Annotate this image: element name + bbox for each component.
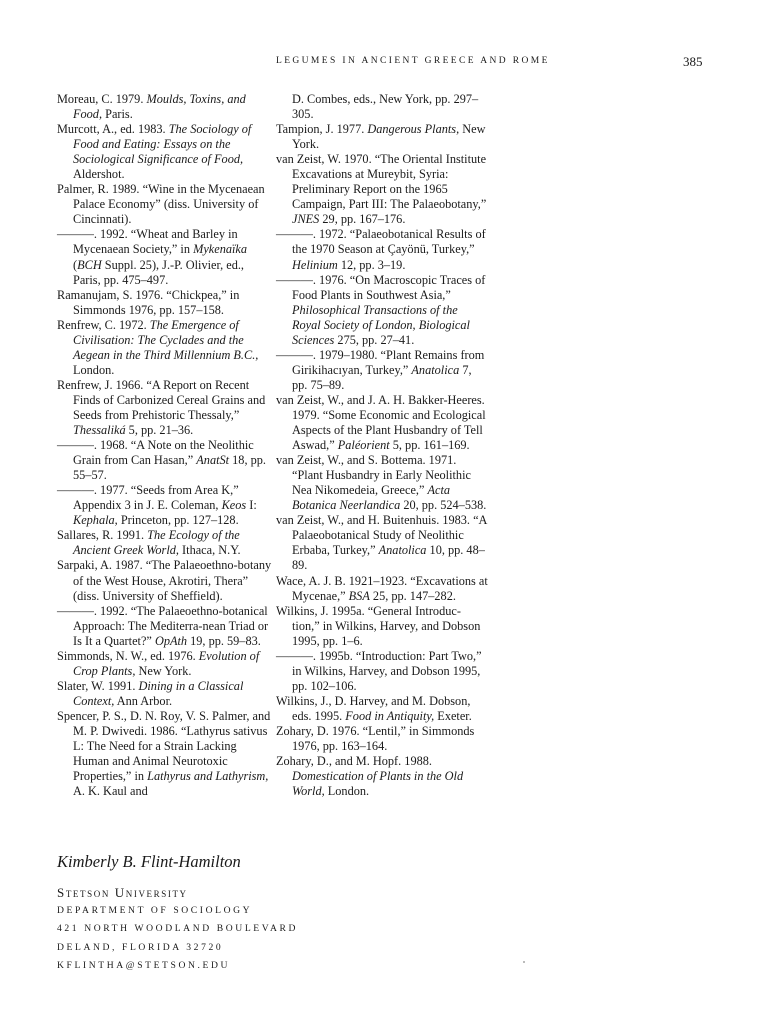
running-head: LEGUMES IN ANCIENT GREECE AND ROME: [276, 56, 550, 66]
page-number: 385: [683, 54, 703, 69]
entry-text: Suppl. 25), J.-P. Olivier, ed., Paris, pp. 475–497.: [73, 257, 245, 287]
entry-text: 5, pp. 161–169.: [389, 438, 470, 453]
entry-italic-text: Moulds, Toxins, and Food,: [73, 92, 246, 122]
entry-text: Wilkins, J. 1995a. “General Introduc-tion,” in Wilkins, Harvey, and Dobson 1995, pp. 1–6.: [276, 603, 481, 648]
entry-italic-text: BSA: [348, 588, 370, 603]
entry-text: Aldershot.: [73, 167, 125, 182]
bibliography-entry: [57, 649, 272, 679]
bibliography-entry: [276, 273, 488, 348]
author-affiliation-block: [57, 852, 457, 975]
entry-text: van Zeist, W., and S. Bottema. 1971. “Plant Husbandry in Early Neolithic Nea Nikomedeia, Greece,”: [276, 453, 471, 498]
entry-text: Paris.: [102, 107, 133, 122]
entry-italic-text: The Ecology of the Ancient Greek World,: [73, 528, 240, 558]
scan-speck: [523, 961, 525, 963]
entry-text: 25, pp. 147–282.: [369, 588, 456, 603]
bibliography-entry: [276, 724, 488, 754]
author-email: KFLINTHA@STETSON.EDU: [57, 959, 231, 971]
entry-text: 10, pp. 48–89.: [292, 543, 485, 573]
entry-text: Ithaca, N.Y.: [178, 543, 241, 558]
entry-text: ———. 1992. “Wheat and Barley in Mycenaean Society,” in: [57, 227, 238, 257]
entry-text: Murcott, A., ed. 1983.: [57, 122, 169, 137]
entry-text: New York.: [135, 663, 192, 678]
entry-text: 7, pp. 75–89.: [292, 362, 472, 392]
entry-text: Ramanujam, S. 1976. “Chickpea,” in Simmonds 1976, pp. 157–158.: [57, 287, 240, 317]
entry-text: D. Combes, eds., New York, pp. 297–305.: [292, 92, 479, 122]
bibliography-entry: [276, 227, 488, 272]
entry-text: 20, pp. 524–538.: [400, 498, 487, 513]
entry-text: Simmonds, N. W., ed. 1976.: [57, 648, 199, 663]
entry-italic-text: Anatolica: [378, 543, 427, 558]
bibliography-entry: [276, 649, 488, 694]
bibliography-entry: [57, 528, 272, 558]
entry-text: Princeton, pp. 127–128.: [117, 513, 239, 528]
entry-italic-text: Mykenaïka: [193, 242, 248, 257]
entry-text: Exeter.: [434, 708, 472, 723]
entry-text: Renfrew, J. 1966. “A Report on Recent Finds of Carbonized Cereal Grains and Seeds from Prehistoric Thessaly,”: [57, 377, 266, 422]
bibliography-entry: [57, 709, 272, 799]
bibliography-entry: [276, 122, 488, 152]
entry-italic-text: AnatSt: [196, 453, 230, 468]
entry-italic-text: Thessaliká: [73, 423, 126, 438]
bibliography-entry: [276, 393, 488, 453]
entry-italic-text: Paléorient: [337, 438, 390, 453]
bibliography-entry: [57, 679, 272, 709]
entry-text: Sarpaki, A. 1987. “The Palaeoethno-botany of the West House, Akrotiri, Thera” (diss. University of Sheffield).: [57, 558, 272, 603]
author-street: 421 NORTH WOODLAND BOULEVARD: [57, 923, 299, 935]
entry-text: Ann Arbor.: [114, 693, 173, 708]
bibliography-entry: [57, 227, 272, 287]
bibliography-entry: [276, 348, 488, 393]
bibliography-entry: [57, 92, 272, 122]
entry-text: ———. 1976. “On Macroscopic Traces of Food Plants in Southwest Asia,”: [276, 272, 486, 302]
entry-italic-text: Philosophical Transactions of the Royal Society of London, Biological Sciences: [292, 302, 470, 347]
entry-text: Moreau, C. 1979.: [57, 92, 147, 106]
entry-text: 275, pp. 27–41.: [334, 332, 415, 347]
bibliography-column-right: [276, 92, 488, 799]
entry-text: van Zeist, W. 1970. “The Oriental Institute Excavations at Mureybit, Syria: Preliminary Report on the 1965 Campaign, Part III: The Palaeobotany,”: [276, 152, 487, 212]
entry-text: ———. 1995b. “Introduction: Part Two,” in Wilkins, Harvey, and Dobson 1995, pp. 102–106.: [276, 648, 482, 693]
entry-italic-text: OpAth: [154, 633, 188, 648]
entry-text: ———. 1992. “The Palaeoethno-botanical Approach: The Mediterra-nean Triad or Is It a Quartet?”: [57, 603, 269, 648]
entry-text: Slater, W. 1991.: [57, 678, 139, 693]
bibliography-entry: [276, 152, 488, 227]
entry-italic-text: Evolution of Crop Plants,: [73, 648, 260, 678]
bibliography-entry: [276, 453, 488, 513]
entry-text: Zohary, D., and M. Hopf. 1988.: [276, 754, 432, 769]
entry-text: Wace, A. J. B. 1921–1923. “Excavations at Mycenae,”: [276, 573, 488, 603]
entry-italic-text: Helinium: [292, 257, 338, 272]
bibliography-entry: [276, 574, 488, 604]
entry-italic-text: Keos: [221, 498, 247, 513]
entry-text: ———. 1977. “Seeds from Area K,” Appendix 3 in J. E. Coleman,: [57, 483, 239, 513]
entry-italic-text: Kephala,: [73, 513, 118, 528]
entry-text: ———. 1968. “A Note on the Neolithic Grain from Can Hasan,”: [57, 438, 254, 468]
entry-text: London.: [324, 784, 370, 799]
entry-text: Spencer, P. S., D. N. Roy, V. S. Palmer, and M. P. Dwivedi. 1986. “Lathyrus sativus L: The Need for a Strain Lacking Human and Animal Neurotoxic Properties,” in: [57, 708, 271, 784]
author-university: Stetson University: [57, 885, 188, 900]
entry-text: 29, pp. 167–176.: [319, 212, 406, 227]
entry-italic-text: The Emergence of Civilisation: The Cyclades and the Aegean in the Third Millennium B.C.,: [73, 317, 259, 362]
bibliography-entry: [57, 378, 272, 438]
bibliography-entry: [57, 483, 272, 528]
entry-text: 18, pp. 55–57.: [73, 453, 266, 483]
bibliography-entry: [57, 318, 272, 378]
entry-text: New York.: [292, 122, 486, 152]
entry-italic-text: Dining in a Classical Context,: [73, 678, 244, 708]
entry-text: Renfrew, C. 1972.: [57, 317, 150, 332]
entry-italic-text: JNES: [292, 212, 320, 227]
entry-text: ———. 1979–1980. “Plant Remains from Girikihacıyan, Turkey,”: [276, 347, 485, 377]
entry-text: London.: [73, 362, 115, 377]
entry-italic-text: BCH: [77, 257, 102, 272]
bibliography-entry: [57, 438, 272, 483]
entry-text: A. K. Kaul and: [73, 784, 148, 799]
entry-text: 19, pp. 59–83.: [187, 633, 261, 648]
entry-text: (: [73, 257, 78, 272]
bibliography-entry: [276, 92, 488, 122]
entry-italic-text: Acta Botanica Neerlandica: [292, 483, 451, 513]
entry-italic-text: Dangerous Plants,: [367, 122, 460, 137]
entry-text: Sallares, R. 1991.: [57, 528, 148, 543]
entry-italic-text: The Sociology of Food and Eating: Essays on the Sociological Significance of Food,: [73, 122, 252, 167]
entry-text: ———. 1972. “Palaeobotanical Results of the 1970 Season at Çayönü, Turkey,”: [276, 227, 486, 257]
entry-text: Tampion, J. 1977.: [276, 122, 368, 137]
bibliography-entry: [276, 604, 488, 649]
entry-text: van Zeist, W., and H. Buitenhuis. 1983. “A Palaeobotanical Study of Neolithic Erbaba, Turkey,”: [276, 513, 487, 558]
bibliography-column-left: [57, 92, 272, 799]
entry-text: Palmer, R. 1989. “Wine in the Mycenaean Palace Economy” (diss. University of Cincinnati).: [57, 182, 265, 227]
bibliography-entry: [57, 604, 272, 649]
entry-italic-text: Food in Antiquity,: [345, 708, 435, 723]
entry-text: Wilkins, J., D. Harvey, and M. Dobson, eds. 1995.: [276, 693, 471, 723]
entry-italic-text: Domestication of Plants in the Old World,: [292, 769, 464, 799]
bibliography-entry: [57, 558, 272, 603]
bibliography-entry: [57, 288, 272, 318]
author-department: DEPARTMENT OF SOCIOLOGY: [57, 905, 253, 917]
bibliography-entry: [276, 694, 488, 724]
author-name: Kimberly B. Flint-Hamilton: [57, 852, 241, 871]
entry-text: van Zeist, W., and J. A. H. Bakker-Heeres. 1979. “Some Economic and Ecological Aspects of the Plant Husbandry of Tell Aswad,”: [276, 392, 486, 453]
bibliography-entry: [57, 182, 272, 227]
author-city: DELAND, FLORIDA 32720: [57, 941, 224, 953]
entry-italic-text: Lathyrus and Lathyrism,: [147, 769, 269, 784]
entry-text: Zohary, D. 1976. “Lentil,” in Simmonds 1976, pp. 163–164.: [276, 723, 475, 754]
entry-text: 5, pp. 21–36.: [125, 423, 194, 438]
bibliography-entry: [57, 122, 272, 182]
bibliography-entry: [276, 754, 488, 799]
entry-text: 12, pp. 3–19.: [337, 257, 406, 272]
bibliography-entry: [276, 513, 488, 573]
entry-text: I:: [246, 498, 257, 513]
entry-italic-text: Anatolica: [411, 362, 460, 377]
running-header: [0, 56, 760, 72]
